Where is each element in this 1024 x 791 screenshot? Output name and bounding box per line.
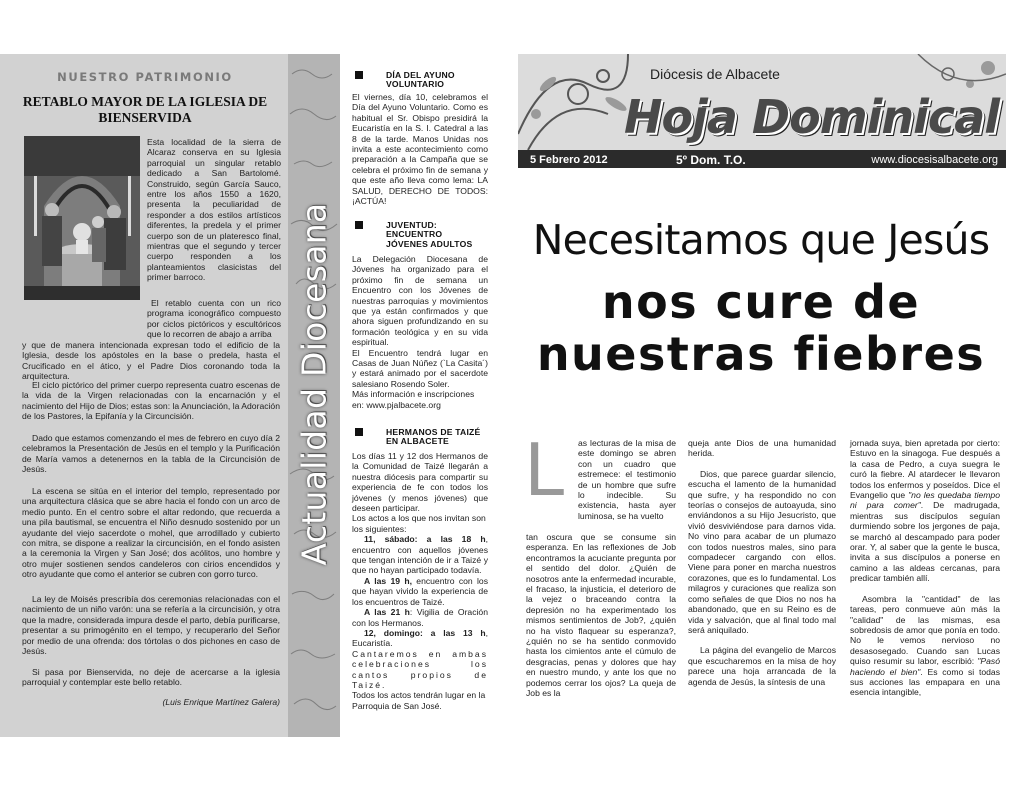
paragraph: El retablo cuenta con un rico programa iconográfico compuesto por ciclos pictóricos y escultóricos que lo recorren de abajo a arriba	[147, 298, 281, 340]
paragraph: El ciclo pictórico del primer cuerpo representa cuatro escenas de la vida de la Virgen relacionadas con la encarnación y el nacimiento del Hijo de Dios; estas son: la Anunciación, la Adoración de los Pastores, la Epifanía y la Circuncisión.	[22, 380, 280, 422]
article-title: RETABLO MAYOR DE LA IGLESIA DE BIENSERVIDA	[22, 94, 268, 125]
paragraph: Si pasa por Bienservida, no deje de acercarse a la iglesia parroquial y contemplar este bello retablo.	[22, 667, 280, 688]
headline-bold	[518, 276, 1004, 380]
article-column	[850, 438, 1000, 698]
event-time: A las 19 h,	[364, 575, 412, 586]
paragraph: Todos los actos tendrán lugar en la Parroquia de San José.	[352, 690, 486, 711]
bullet-icon	[355, 221, 363, 229]
article-column	[688, 438, 836, 687]
section-body: El viernes, día 10, celebramos el Día del Ayuno Voluntario. Como es habitual el Sr. Obispo presidirá la Eucaristía en la S. I. Catedral a las 8 de la tarde. Manos Unidas nos invita a este acontecimiento como preparación a la Campaña que se celebra el próximo fin de semana y que este año lleva como lema: LA SALUD, DERECHO DE TODOS: ¡ACTÚA!	[352, 92, 488, 207]
altarpiece-painting	[24, 136, 140, 300]
article-paragraph: Dios, que parece guardar silencio, escucha el lamento de la humanidad que sufre, y ha respondido no con teorías o consejos de autoayuda, sino enviándonos a su Hijo Jesucristo, que vivió desviviéndose para darnos vida. No vino para acabar de un plumazo con todos nuestros males, sino para compadecer cargando con ellos. Viene para poner en marcha nuestros corazones, que es lo fundamental. Los milagros y curaciones que realiza son como señales de que Dios no nos ha abandonado, que en su Reino es de vida y salvación, que al final todo mal será aniquilado.	[688, 468, 836, 635]
section-kicker: NUESTRO PATRIMONIO	[57, 70, 233, 84]
paragraph: Los actos a los que nos invitan son los siguientes:	[352, 513, 486, 534]
liturgical-sunday: 5º Dom. T.O.	[676, 153, 746, 167]
event-item	[352, 607, 488, 628]
paragraph: El Encuentro tendrá lugar en Casas de Juan Núñez (`La Casita´) y estará animado por el sacerdote salesiano Rosendo Soler.	[352, 347, 488, 389]
paragraph: y que de manera intencionada expresan todo el edificio de la Iglesia, desde los apóstoles en la base o predela, hasta el Crucificado en el ático, y el Padre Dios coronando toda la arquitectura.	[22, 340, 280, 382]
paragraph: Más información e inscripciones en: www.pjalbacete.org	[352, 389, 475, 410]
paragraph: La Delegación Diocesana de Jóvenes ha organizado para el próximo fin de semana un Encuentro con los Jóvenes de nuestras parroquias y movimientos que ya están confirmados y que ahora siguen profundizando en su formación teológica y en su vida espiritual.	[352, 254, 488, 348]
bullet-icon	[355, 428, 363, 436]
quote: "no les quedaba tiempo ni para comer"	[850, 490, 1000, 511]
event-item	[352, 576, 488, 607]
event-text: : Vigilia de Oración con los Hermanos.	[352, 607, 488, 628]
event-item	[352, 534, 488, 576]
headline-line-2: nos cure de	[601, 275, 921, 329]
headline-line-1: Necesitamos que Jesús	[532, 216, 990, 264]
author-signature: (Luis Enrique Martínez Galera)	[162, 697, 280, 707]
quote: "Pasó haciendo el bien"	[850, 656, 1000, 677]
text-run: jornada suya, bien apretada por cierto: Estuvo en la sinagoga. Fue después a la casa de Pedro, a cuya suegra le curó la fiebre. Al atardecer le llevaron todos los enfermos y poseídos. Dice el Evangelio que	[850, 438, 1000, 501]
paragraph: Cantaremos en ambas celebraciones los cantos propios de Taizé.	[352, 648, 488, 690]
event-item	[352, 628, 488, 649]
article-paragraph: tan oscura que se consume sin esperanza. En las reflexiones de Job encontramos la acuciante pregunta por el sentido del dolor. ¿Quién de nosotros ante la enfermedad incurable, el fracaso, la injusticia, el deterioro de la vejez o braceando contra la depresión no ha experimentado los mismos sentimientos de Job?, ¿quién no ha visto flaquear su esperanza?, ¿quién no se ha sentido conmovido hasta los cimientos ante el cúmulo de desgracias, penas y dolores que hay en nuestro mundo, y ante los que no podemos cerrar los ojos? La queja de Job es la	[526, 532, 676, 699]
event-text: encuentro con los que hayan vivido la experiencia de los encuentros de Taizé.	[352, 575, 488, 607]
event-text: , Eucaristía.	[352, 627, 488, 649]
publication-title: Hoja Dominical	[624, 90, 1000, 144]
diocese-name: Diócesis de Albacete	[650, 66, 780, 82]
paragraph: Dado que estamos comenzando el mes de febrero en cuyo día 2 celebramos la Presentación de Jesús en el templo y la Purificación de María vamos a detenernos en la tabla de la Circuncisión de Jesús.	[22, 433, 280, 475]
event-text: , encuentro con aquellos jóvenes que tengan intención de ir a Taizé y que no hayan participado todavía.	[352, 534, 488, 576]
strip-title: Actualidad Diocesana	[294, 202, 334, 566]
article-paragraph	[850, 438, 1000, 584]
bullet-icon	[355, 71, 363, 79]
article-paragraph	[850, 594, 1000, 698]
text-run: Asombra la "cantidad" de las tareas, pero conmueve aún más la "calidad" de las mismas, esa sobredosis de amor que ponía en todo. No le vemos nervioso no desasosegado. Cuando san Lucas quiso resumir su labor, escribió:	[850, 593, 1000, 667]
text-run: . De madrugada, mientras sus discípulos seguían durmiendo sobre los jergones de paja, se marchó al descampado para poder orar. Y, al saber que la gente le busca, invita a sus discípulos a ponerse en camino a las aldeas cercanas, para predicar también allí.	[850, 500, 1001, 584]
section-body	[352, 254, 488, 410]
event-time: 12, domingo: a las 13 h	[364, 627, 486, 638]
section-strip	[288, 54, 340, 737]
event-time: 11, sábado: a las 18 h	[364, 534, 486, 545]
section-body	[352, 451, 488, 711]
article-paragraph: La página del evangelio de Marcos que escucharemos en la misa de hoy parece una hoja arrancada de la agenda de Jesús, la síntesis de una	[688, 645, 836, 687]
article-paragraph: queja ante Dios de una humanidad herida.	[688, 438, 836, 459]
intro-paragraph: Esta localidad de la sierra de Alcaraz conserva en su Iglesia parroquial un singular retablo dedicado a San Bartolomé. Construido, según García Sauco, entre los años 1550 a 1620, presenta la peculiaridad de responder a dos estilos artísticos diferentes, la predela y el primer cuerpo son de un plateresco final, mientras que el segundo y tercer cuerpo responden a los planteamientos clasicistas del primer barroco.	[147, 137, 281, 283]
masthead	[518, 54, 1006, 168]
article-paragraph: as lecturas de la misa de este domingo se abren con un cuadro que estremece: el testimonio de un hombre que sufre lo indecible. Su existencia, hasta ayer luminosa, se ha vuelto	[578, 438, 676, 521]
headline-line-3: nuestras fiebres	[536, 327, 986, 381]
drop-cap: L	[524, 428, 565, 512]
issue-date: 5 Febrero 2012	[530, 154, 608, 166]
section-title: DÍA DEL AYUNO VOLUNTARIO	[386, 70, 455, 90]
section-title: HERMANOS DE TAIZÉ EN ALBACETE	[386, 427, 481, 447]
section-title: JUVENTUD: ENCUENTRO JÓVENES ADULTOS	[386, 220, 473, 249]
website-link[interactable]: www.diocesisalbacete.org	[871, 154, 998, 166]
paragraph: La ley de Moisés prescribía dos ceremonias relacionadas con el nacimiento de un niño varón: una se refería a la circuncisión, y otra que la madre, considerada impura desde el parto, debía purificarse, presentar a su primogénito en el tempo, y recuperarlo del Señor por medio de una ofrenda: dos tórtolas o dos pichones en caso de Jesús.	[22, 594, 280, 657]
paragraph: La escena se sitúa en el interior del templo, representado por una arquitectura clásica que se abre hacia el fondo con un arco de medio punto. En el centro sobre el altar redondo, que recuerda a una pila bautismal, se encuentra el Niño desnudo sostenido por un ayudante del viejo sacerdote o mohel, que arrodillado y cubierto con mitra, se dispone a realizar la circuncisión, en el fondo asisten a la ceremonia la Virgen y San José; dos acólitos, uno hombre y otro mujer sostienen sendos candeleros con cirios encendidos y otro ayudante que como el anterior se cubren con gorro turco.	[22, 486, 280, 580]
text-run: . Es como si todas sus acciones las empapara en una esencia intangible,	[850, 666, 1000, 698]
event-time: A las 21 h	[364, 607, 410, 618]
paragraph: Los días 11 y 12 dos Hermanos de la Comunidad de Taizé llegarán a nuestra diócesis para compartir su experiencia de fe con todos los jóvenes (y menos jóvenes) que deseen participar.	[352, 451, 488, 514]
